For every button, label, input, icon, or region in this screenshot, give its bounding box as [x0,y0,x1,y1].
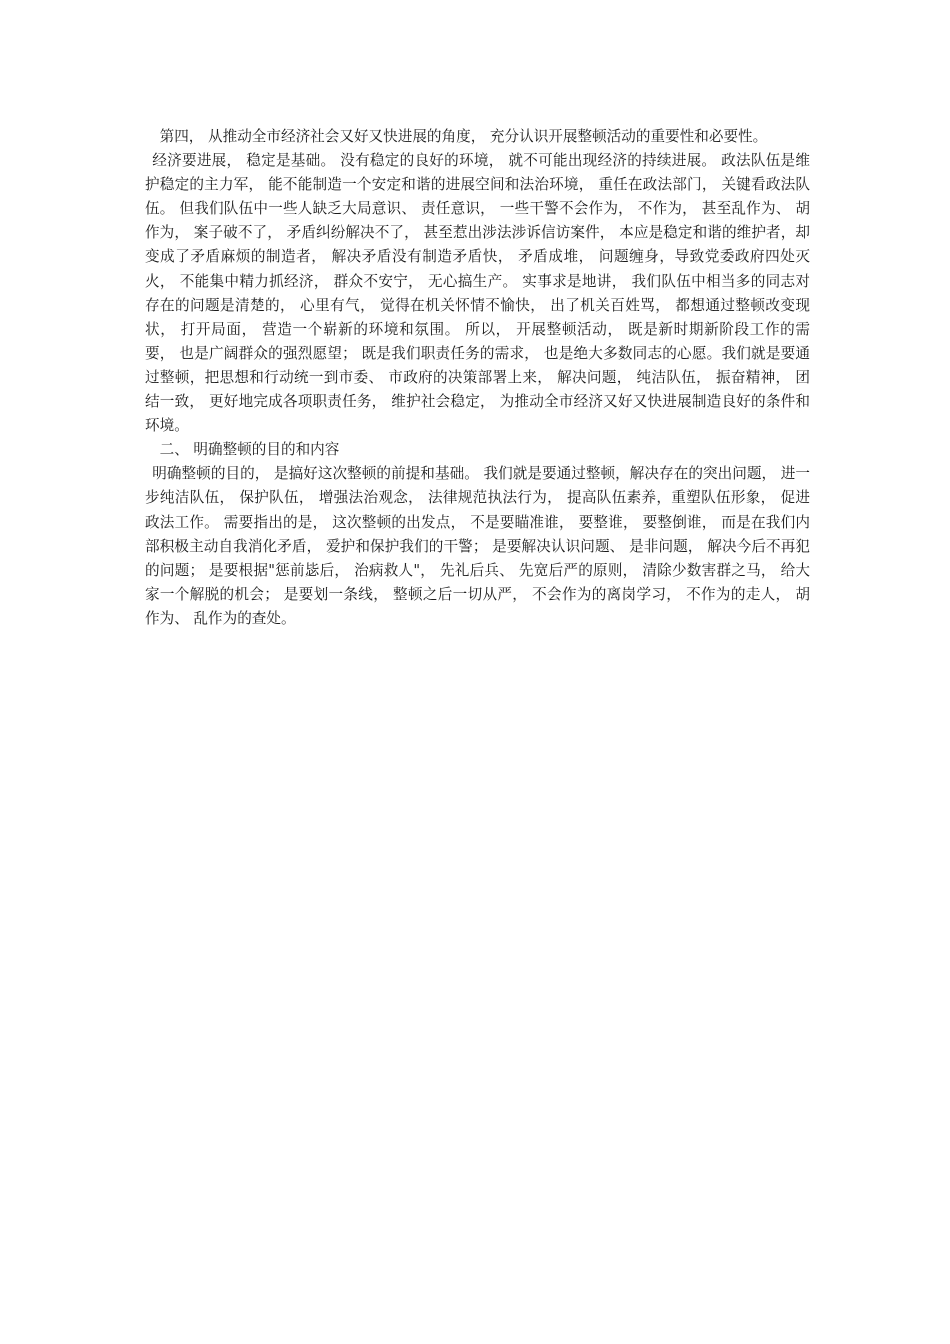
section-heading-purpose: 二、 明确整顿的目的和内容 [159,441,340,459]
document-body [145,125,810,631]
paragraph-purpose: 明确整顿的目的， 是搞好这次整顿的前提和基础。 我们就是要通过整顿，解决存在的突出问题， 进一步纯洁队伍， 保护队伍， 增强法治观念， 法律规范执法行为， 提高队伍素养，重塑队伍形象， 促进政法工作。 需要指出的是， 这次整顿的出发点， 不是要瞄准谁， 要整谁， 要整倒谁， 而是在我们内部积极主动自我消化矛盾， 爱护和保护我们的干警； 是要解决认识问题、 是非问题， 解决今后不再犯的问题； 是要根据"惩前毖后， 治病救人"， 先礼后兵、 先宽后严的原则， 清除少数害群之马， 给大家一个解脱的机会； 是要划一条线， 整顿之后一切从严， 不会作为的离岗学习， 不作为的走人， 胡作为、 乱作为的查处。 [145,465,810,627]
paragraph-section-four: 第四， 从推动全市经济社会又好又快进展的角度， 充分认识开展整顿活动的重要性和必要性。 [159,128,768,145]
paragraph-economy-stability: 经济要进展， 稳定是基础。 没有稳定的良好的环境， 就不可能出现经济的持续进展。 政法队伍是维护稳定的主力军， 能不能制造一个安定和谐的进展空间和法治环境， 重任在政法部门， 关键看政法队伍。 但我们队伍中一些人缺乏大局意识、 责任意识， 一些干警不会作为， 不作为， 甚至乱作为、 胡作为， 案子破不了， 矛盾纠纷解决不了， 甚至惹出涉法涉诉信访案件， 本应是稳定和谐的维护者，却变成了矛盾麻烦的制造者， 解决矛盾没有制造矛盾快， 矛盾成堆， 问题缠身，导致党委政府四处灭火， 不能集中精力抓经济， 群众不安宁， 无心搞生产。 实事求是地讲， 我们队伍中相当多的同志对存在的问题是清楚的， 心里有气， 觉得在机关怀情不愉快， 出了机关百姓骂， 都想通过整顿改变现状， 打开局面， 营造一个崭新的环境和氛围。 所以， 开展整顿活动， 既是新时期新阶段工作的需要， 也是广阔群众的强烈愿望； 既是我们职责任务的需求， 也是绝大多数同志的心愿。我们就是要通过整顿，把思想和行动统一到市委、 市政府的决策部署上来， 解决问题， 纯洁队伍， 振奋精神， 团结一致， 更好地完成各项职责任务， 维护社会稳定， 为推动全市经济又好又快进展制造良好的条件和环境。 [145,152,810,435]
